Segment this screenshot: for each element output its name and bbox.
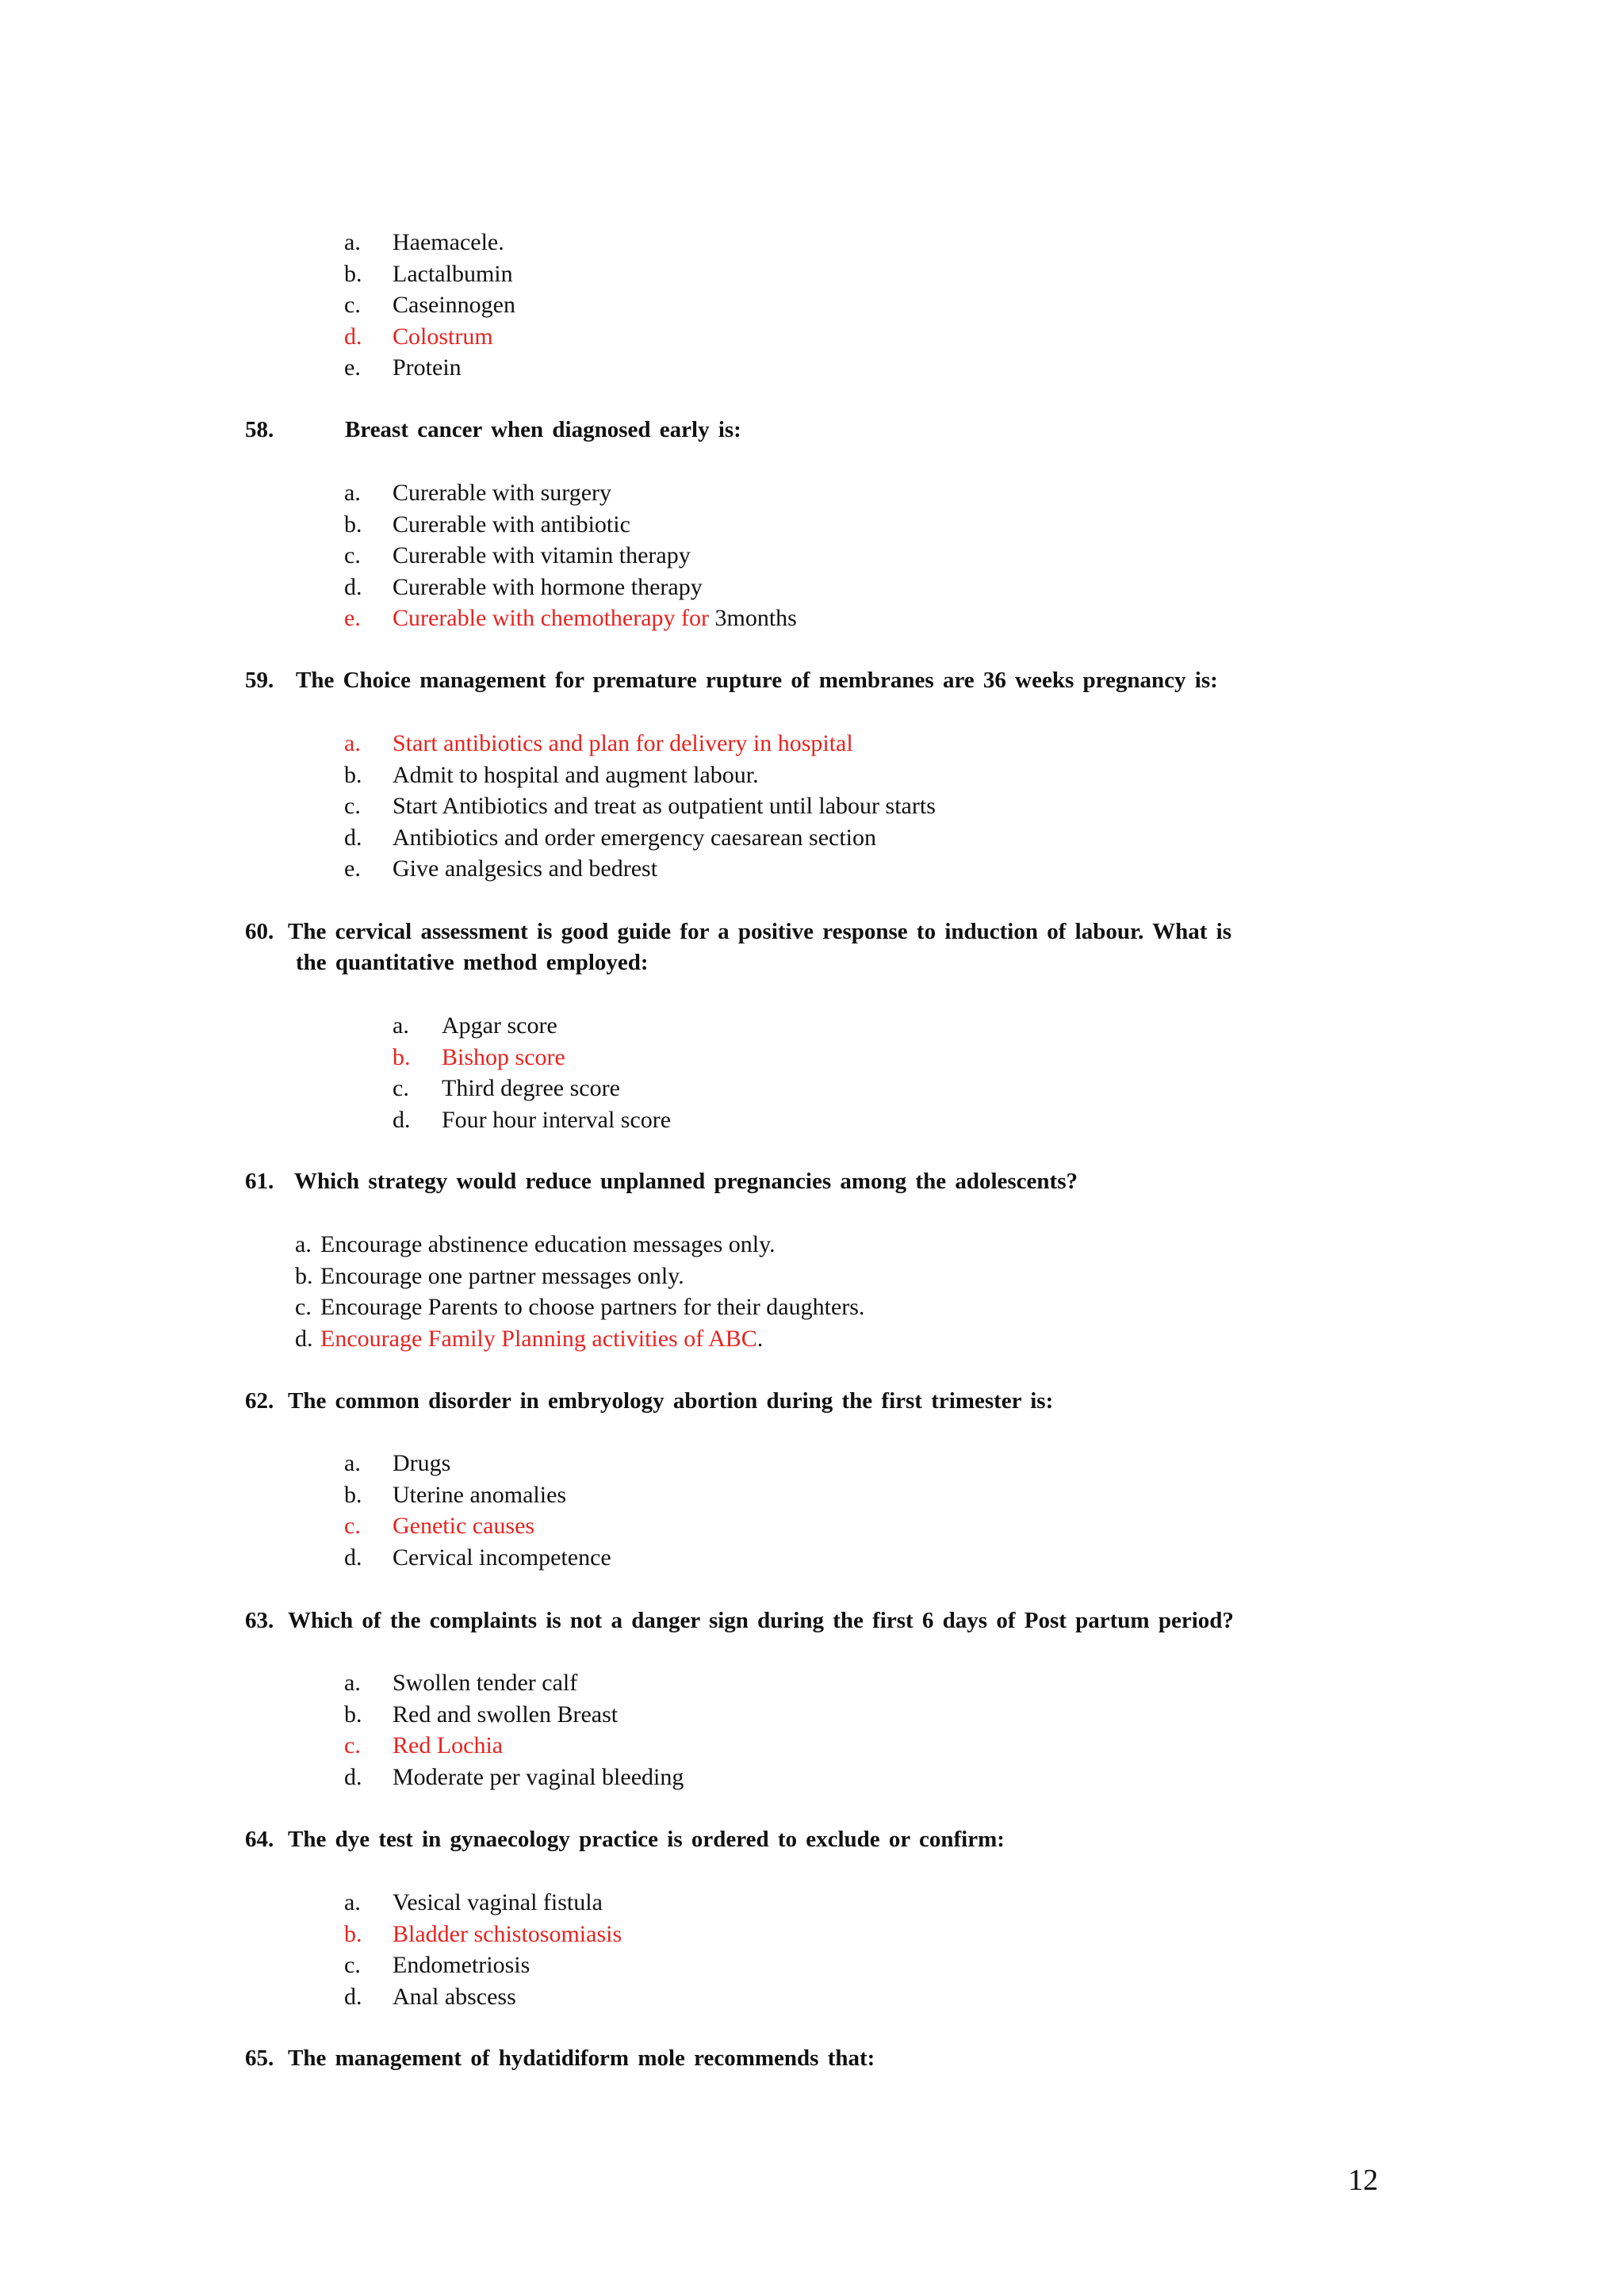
option-q58-e-correct <box>0 603 1624 634</box>
option-q63-d <box>0 1762 1624 1793</box>
option-text: Encourage one partner messages only. <box>320 1262 684 1289</box>
option-marker: c. <box>344 793 361 819</box>
option-q59-d <box>0 822 1624 854</box>
option-list-q60 <box>0 1010 1624 1135</box>
option-marker: d. <box>344 824 362 851</box>
option-q57-d-correct <box>0 321 1624 353</box>
option-suffix: . <box>756 1325 764 1352</box>
option-q60-b-correct <box>0 1042 1624 1073</box>
option-marker: d. <box>344 573 362 600</box>
question-62 <box>245 1386 1053 1417</box>
option-q58-c <box>0 540 1624 572</box>
option-text: Vesical vaginal fistula <box>393 1889 603 1915</box>
question-61 <box>245 1166 1078 1197</box>
option-text: Give analgesics and bedrest <box>393 855 658 882</box>
option-q64-c <box>0 1950 1624 1981</box>
option-q60-d <box>0 1104 1624 1136</box>
option-text: Caseinnogen <box>393 292 515 318</box>
option-marker: e. <box>344 855 361 882</box>
option-q60-c <box>0 1073 1624 1104</box>
option-text-wrap <box>320 1323 763 1355</box>
option-text: Red and swollen Breast <box>393 1701 619 1728</box>
option-marker: d. <box>344 1763 362 1790</box>
option-text: Lactalbumin <box>393 260 513 287</box>
option-q57-c <box>0 289 1624 321</box>
option-q64-d <box>0 1981 1624 2013</box>
option-marker: b. <box>344 1920 362 1947</box>
option-marker: d. <box>344 1983 362 2010</box>
option-q61-c <box>0 1292 1624 1323</box>
option-marker: a. <box>393 1012 409 1039</box>
option-marker: a. <box>295 1231 312 1257</box>
option-q63-c-correct <box>0 1730 1624 1762</box>
question-number: 64. <box>245 1827 274 1852</box>
option-text: Encourage Family Planning activities of ABC <box>320 1325 757 1352</box>
question-58 <box>245 415 741 446</box>
option-q62-a <box>0 1448 1624 1479</box>
option-marker: b. <box>344 1481 362 1508</box>
option-q63-a <box>0 1667 1624 1699</box>
option-q59-c <box>0 790 1624 822</box>
option-text: Third degree score <box>442 1075 620 1101</box>
option-list-q57 <box>0 227 1624 384</box>
option-marker: b. <box>344 761 362 788</box>
question-text: Breast cancer when diagnosed early is: <box>345 417 741 442</box>
question-text: The common disorder in embryology abortion during the first trimester is: <box>288 1388 1054 1414</box>
option-text: Curerable with surgery <box>393 480 612 506</box>
option-text: Red Lochia <box>393 1732 504 1758</box>
question-text: The cervical assessment is good guide for a positive response to induction of labour. What is <box>288 919 1232 944</box>
question-number: 59. <box>245 668 274 693</box>
option-list-q58 <box>0 477 1624 634</box>
question-text: The dye test in gynaecology practice is ordered to exclude or confirm: <box>288 1827 1005 1852</box>
option-text: Bladder schistosomiasis <box>393 1920 622 1947</box>
option-marker: e. <box>344 605 361 631</box>
option-list-q62 <box>0 1448 1624 1573</box>
option-text: Apgar score <box>442 1012 557 1039</box>
question-number: 65. <box>245 2045 274 2071</box>
question-number: 58. <box>245 417 274 442</box>
option-q59-e <box>0 853 1624 885</box>
option-marker: a. <box>344 229 361 255</box>
page-number: 12 <box>1348 2164 1378 2197</box>
option-q63-b <box>0 1699 1624 1731</box>
option-text: Moderate per vaginal bleeding <box>393 1763 684 1790</box>
question-59 <box>245 665 1218 696</box>
question-60 <box>245 916 1231 978</box>
option-text: Antibiotics and order emergency caesarean section <box>393 824 877 851</box>
option-marker: c. <box>344 292 361 318</box>
option-q59-b <box>0 760 1624 791</box>
option-q58-d <box>0 572 1624 603</box>
option-marker: a. <box>344 1450 361 1476</box>
question-text-continuation: the quantitative method employed: <box>296 950 649 975</box>
option-q64-b-correct <box>0 1919 1624 1950</box>
option-marker: c. <box>344 1952 361 1978</box>
option-marker: c. <box>344 542 361 568</box>
option-text: Uterine anomalies <box>393 1481 567 1508</box>
option-text: Protein <box>393 354 462 381</box>
question-text: The Choice management for premature rupture of membranes are 36 weeks pregnancy is: <box>296 668 1218 693</box>
option-text: Four hour interval score <box>442 1106 672 1133</box>
option-q60-a <box>0 1010 1624 1042</box>
option-marker: a. <box>344 1889 361 1915</box>
option-text: Bishop score <box>442 1043 565 1070</box>
option-text: Start antibiotics and plan for delivery in hospital <box>393 730 853 756</box>
option-list-q63 <box>0 1667 1624 1793</box>
option-q57-e <box>0 352 1624 384</box>
question-65 <box>245 2043 875 2074</box>
option-q61-a <box>0 1229 1624 1261</box>
question-text: Which strategy would reduce unplanned pregnancies among the adolescents? <box>294 1169 1078 1194</box>
question-number: 61. <box>245 1169 274 1194</box>
option-text: Colostrum <box>393 323 493 350</box>
option-q57-b <box>0 258 1624 290</box>
option-marker: d. <box>344 1544 362 1571</box>
question-number: 62. <box>245 1388 274 1414</box>
option-marker: c. <box>344 1732 361 1758</box>
question-63 <box>245 1605 1234 1636</box>
option-text: Cervical incompetence <box>393 1544 611 1571</box>
option-text: Curerable with antibiotic <box>393 511 630 538</box>
option-q62-c-correct <box>0 1510 1624 1542</box>
option-text: Encourage Parents to choose partners for their daughters. <box>320 1294 865 1320</box>
option-text: Encourage abstinence education messages only. <box>320 1231 776 1257</box>
option-text: Curerable with vitamin therapy <box>393 542 691 568</box>
option-q58-a <box>0 477 1624 509</box>
option-text: Drugs <box>393 1450 451 1476</box>
option-text: Admit to hospital and augment labour. <box>393 761 759 788</box>
option-text: Genetic causes <box>393 1513 535 1539</box>
option-q64-a <box>0 1887 1624 1919</box>
option-list-q64 <box>0 1887 1624 2012</box>
option-text: Swollen tender calf <box>393 1670 578 1696</box>
question-number: 60. <box>245 919 274 944</box>
option-marker: b. <box>344 260 362 287</box>
option-marker: c. <box>344 1513 361 1539</box>
option-text: Start Antibiotics and treat as outpatient until labour starts <box>393 793 936 819</box>
question-text: The management of hydatidiform mole recommends that: <box>288 2045 875 2071</box>
option-text-wrap <box>393 603 797 634</box>
option-marker: d. <box>344 323 362 350</box>
question-64 <box>245 1824 1005 1855</box>
option-marker: b. <box>344 1701 362 1728</box>
option-q59-a-correct <box>0 728 1624 760</box>
option-text: Curerable with chemotherapy for <box>393 605 710 631</box>
option-list-q59 <box>0 728 1624 885</box>
option-marker: c. <box>295 1294 312 1320</box>
option-marker: b. <box>295 1262 313 1289</box>
option-marker: a. <box>344 480 361 506</box>
option-list-q61 <box>0 1229 1624 1354</box>
option-q61-b <box>0 1261 1624 1292</box>
option-marker: b. <box>344 511 362 538</box>
option-marker: d. <box>393 1106 411 1133</box>
option-text: Curerable with hormone therapy <box>393 573 703 600</box>
option-text: Endometriosis <box>393 1952 530 1978</box>
option-q62-b <box>0 1479 1624 1511</box>
option-q62-d <box>0 1542 1624 1574</box>
option-marker: a. <box>344 730 361 756</box>
option-marker: e. <box>344 354 361 381</box>
question-number: 63. <box>245 1608 274 1633</box>
question-text: Which of the complaints is not a danger sign during the first 6 days of Post partum period? <box>288 1608 1234 1633</box>
option-q61-d-correct <box>0 1323 1624 1355</box>
option-marker: c. <box>393 1075 409 1101</box>
option-marker: a. <box>344 1670 361 1696</box>
option-marker: b. <box>393 1043 411 1070</box>
option-text: Haemacele. <box>393 229 504 255</box>
option-suffix: 3months <box>709 605 797 631</box>
option-text: Anal abscess <box>393 1983 516 2010</box>
option-marker: d. <box>295 1325 313 1352</box>
option-q57-a <box>0 227 1624 258</box>
option-q58-b <box>0 509 1624 541</box>
